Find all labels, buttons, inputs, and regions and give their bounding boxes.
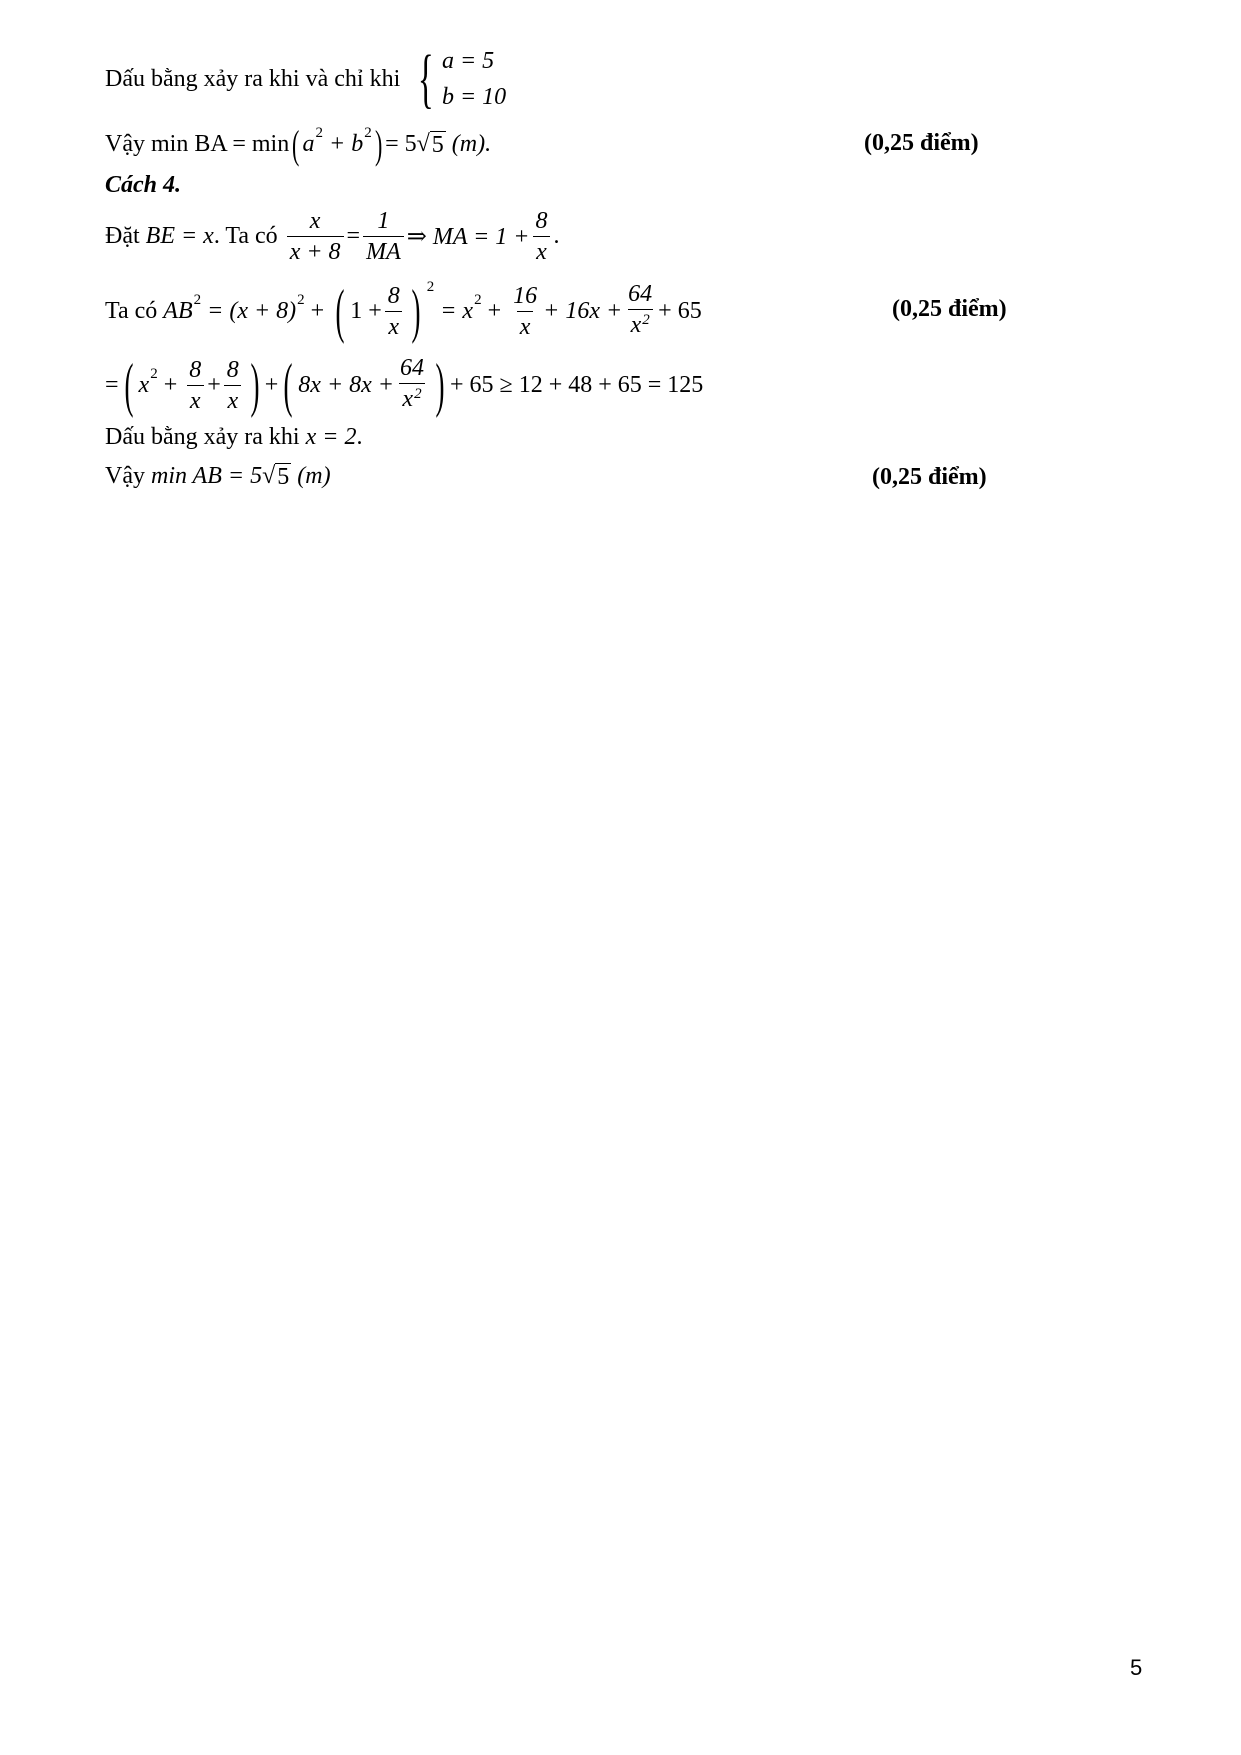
min-ba-line: Vậy min BA = min ( a 2 + b 2 ) = 5 √ 5 (m). (105, 121, 492, 167)
min-ba-expr-b: a (302, 130, 315, 157)
fraction-1-over-ma: $\frac{1}{MA}$ (363, 206, 404, 267)
min-ba-expr-c: + b (329, 130, 364, 157)
page-number: 5 (1130, 1655, 1143, 1680)
method-heading: Cách 4. (105, 172, 182, 198)
equation-system (410, 43, 506, 115)
fraction-8-over-x: $\frac{8}{x}$ (532, 206, 550, 267)
equality-condition-line (105, 44, 506, 114)
score-1: (0,25 điểm) (864, 130, 979, 156)
score-3: (0,25 điểm) (872, 464, 987, 490)
sqrt-five: √ 5 (416, 130, 444, 158)
min-ba-unit: (m). (451, 130, 492, 157)
set-be-mid: . Ta có (213, 222, 278, 249)
set-be-line: Đặt BE = x . Ta có $\frac{x}{x + 8}$ = $\frac{1}{MA}$ ⇒ MA = 1 + $\frac{8}{x}$ . (105, 207, 560, 265)
set-be-prefix: Đặt (105, 222, 140, 249)
equality-condition-text: Dấu bằng xảy ra khi và chỉ khi (105, 65, 401, 92)
fraction-x-over-x8: $\frac{x}{x + 8}$ (287, 206, 344, 267)
min-ba-prefix: Vậy (105, 130, 145, 157)
min-ab-line: Vậy min AB = 5 √ 5 (m) (105, 462, 331, 490)
min-ba-expr-d: = 5 (385, 130, 417, 157)
left-brace: { (418, 42, 435, 115)
ab-squared-prefix: Ta có (105, 297, 158, 324)
score-2: (0,25 điểm) (892, 296, 1007, 322)
sqrt-five-2: √ 5 (262, 462, 290, 490)
ma-expr: ⇒ MA = 1 + (406, 223, 530, 250)
am-gm-line: = ( x 2 + $\frac{8}{x}$ + $\frac{8}{x}$ ) + ( 8x + 8x + $\frac{64}{x^2}$ ) + 65 ≥ 12 + 48 + 65 = 125 (105, 352, 704, 418)
ab-squared-line: Ta có AB 2 = (x + 8) 2 + ( 1 + $\frac{8}{x}$ ) 2 = x 2 + $\frac{16}{x}$ + 16x + $\frac{64}{x^2}$ + 65 (105, 278, 702, 344)
equality-x2-line: Dấu bằng xảy ra khi x = 2 . (105, 424, 363, 450)
set-be-expr: BE = x (145, 222, 214, 249)
system-row-2: b = 10 (441, 84, 507, 110)
system-row-1: a = 5 (441, 48, 495, 74)
min-ba-expr-a: min BA = min (150, 130, 290, 157)
